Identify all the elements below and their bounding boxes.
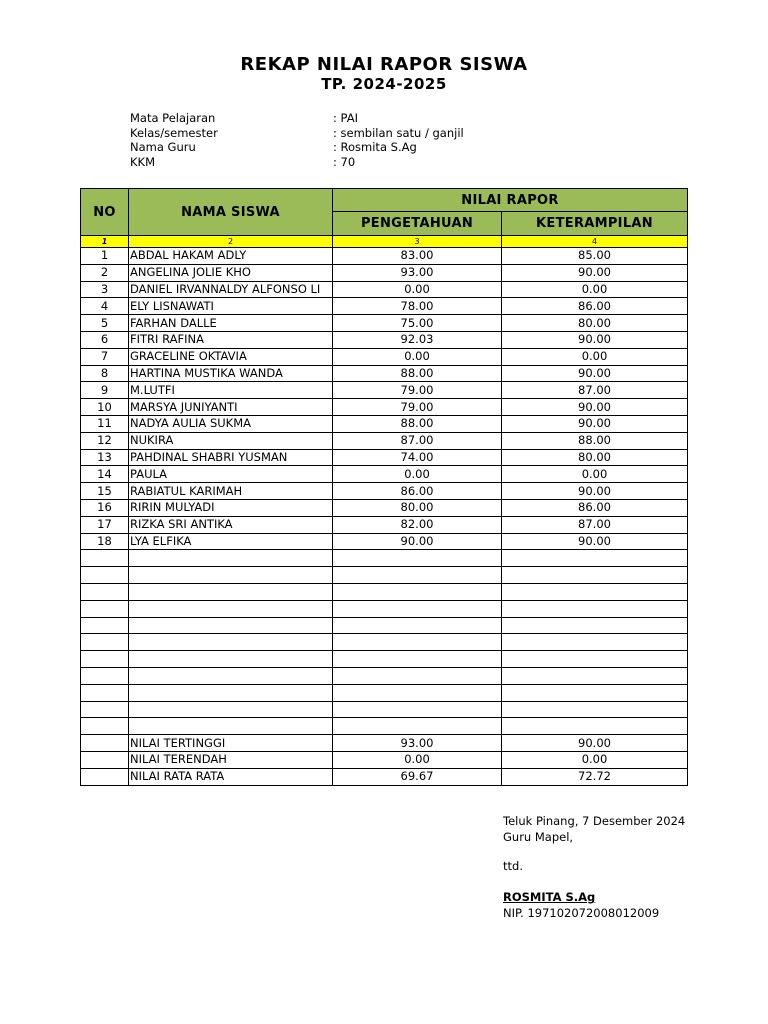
table-row — [81, 684, 688, 701]
cell-no — [81, 718, 129, 735]
cell-name: RIRIN MULYADI — [129, 499, 333, 516]
table-row — [81, 466, 688, 483]
cell-no — [81, 768, 129, 785]
cell-no: 4 — [81, 298, 129, 315]
cell-keterampilan: 90.00 — [502, 399, 688, 416]
table-row — [81, 667, 688, 684]
cell-keterampilan: 90.00 — [502, 533, 688, 550]
cell-keterampilan: 0.00 — [502, 281, 688, 298]
cell-no: 16 — [81, 499, 129, 516]
cell-no — [81, 567, 129, 584]
cell-name — [129, 684, 333, 701]
cell-name: DANIEL IRVANNALDY ALFONSO LI — [129, 281, 333, 298]
info-label: KKM — [130, 154, 156, 169]
cell-keterampilan — [502, 684, 688, 701]
cell-pengetahuan: 86.00 — [333, 483, 502, 500]
cell-pengetahuan: 82.00 — [333, 516, 502, 533]
signature-nip: NIP. 197102072008012009 — [503, 906, 660, 920]
cell-no: 3 — [81, 281, 129, 298]
table-row — [81, 298, 688, 315]
cell-pengetahuan: 88.00 — [333, 365, 502, 382]
table-row — [81, 550, 688, 567]
table-row — [81, 432, 688, 449]
column-index: 1 — [81, 236, 129, 248]
info-value: : PAI — [333, 111, 358, 125]
cell-pengetahuan: 78.00 — [333, 298, 502, 315]
header-name: NAMA SISWA — [129, 189, 333, 236]
cell-pengetahuan — [333, 718, 502, 735]
cell-pengetahuan: 0.00 — [333, 751, 502, 768]
header-no: NO — [81, 189, 129, 236]
header-pengetahuan: PENGETAHUAN — [333, 212, 502, 236]
cell-pengetahuan — [333, 600, 502, 617]
cell-no: 6 — [81, 331, 129, 348]
cell-no — [81, 735, 129, 752]
cell-name: NILAI RATA RATA — [129, 768, 333, 785]
table-row — [81, 382, 688, 399]
cell-name: MARSYA JUNIYANTI — [129, 399, 333, 416]
info-value: : Rosmita S.Ag — [333, 140, 417, 155]
cell-keterampilan — [502, 634, 688, 651]
cell-name: LYA ELFIKA — [129, 533, 333, 550]
cell-name — [129, 651, 333, 668]
cell-keterampilan: 85.00 — [502, 248, 688, 265]
cell-no: 15 — [81, 483, 129, 500]
cell-pengetahuan — [333, 634, 502, 651]
signature-name: ROSMITA S.Ag — [503, 890, 596, 904]
cell-pengetahuan — [333, 701, 502, 718]
cell-name — [129, 583, 333, 600]
cell-name — [129, 667, 333, 684]
cell-keterampilan — [502, 617, 688, 634]
cell-name: NUKIRA — [129, 432, 333, 449]
cell-name: GRACELINE OKTAVIA — [129, 348, 333, 365]
cell-no — [81, 667, 129, 684]
cell-pengetahuan: 0.00 — [333, 281, 502, 298]
cell-keterampilan — [502, 667, 688, 684]
cell-name: M.LUTFI — [129, 382, 333, 399]
cell-keterampilan: 86.00 — [502, 298, 688, 315]
cell-no: 14 — [81, 466, 129, 483]
info-value: : 70 — [333, 154, 356, 169]
table-row — [81, 483, 688, 500]
cell-no — [81, 583, 129, 600]
table-row — [81, 365, 688, 382]
cell-keterampilan — [502, 583, 688, 600]
cell-no — [81, 600, 129, 617]
cell-name: PAULA — [129, 466, 333, 483]
cell-keterampilan: 87.00 — [502, 382, 688, 399]
info-label: Mata Pelajaran — [130, 111, 216, 125]
cell-no: 13 — [81, 449, 129, 466]
cell-keterampilan: 80.00 — [502, 315, 688, 332]
cell-no — [81, 634, 129, 651]
cell-pengetahuan: 92.03 — [333, 331, 502, 348]
table-row — [81, 415, 688, 432]
cell-name: RABIATUL KARIMAH — [129, 483, 333, 500]
info-label: Nama Guru — [130, 140, 196, 155]
cell-keterampilan: 0.00 — [502, 751, 688, 768]
cell-keterampilan: 90.00 — [502, 415, 688, 432]
cell-pengetahuan — [333, 567, 502, 584]
cell-name — [129, 634, 333, 651]
info-value: : sembilan satu / ganjil — [333, 125, 464, 140]
cell-name: ELY LISNAWATI — [129, 298, 333, 315]
cell-pengetahuan: 69.67 — [333, 768, 502, 785]
cell-pengetahuan: 93.00 — [333, 264, 502, 281]
cell-pengetahuan: 87.00 — [333, 432, 502, 449]
table-row — [81, 617, 688, 634]
table-row — [81, 449, 688, 466]
signature-place-date: Teluk Pinang, 7 Desember 2024 — [503, 814, 686, 828]
table-row — [81, 399, 688, 416]
column-index: 3 — [333, 236, 502, 248]
page-subtitle: TP. 2024-2025 — [321, 75, 447, 93]
table-row — [81, 768, 688, 785]
table-row — [81, 567, 688, 584]
cell-keterampilan: 87.00 — [502, 516, 688, 533]
cell-name: FITRI RAFINA — [129, 331, 333, 348]
table-row — [81, 315, 688, 332]
table-row — [81, 718, 688, 735]
cell-name: RIZKA SRI ANTIKA — [129, 516, 333, 533]
cell-pengetahuan: 79.00 — [333, 399, 502, 416]
cell-pengetahuan: 74.00 — [333, 449, 502, 466]
cell-keterampilan: 90.00 — [502, 264, 688, 281]
cell-no: 12 — [81, 432, 129, 449]
cell-pengetahuan: 93.00 — [333, 735, 502, 752]
cell-no: 18 — [81, 533, 129, 550]
cell-no — [81, 701, 129, 718]
cell-keterampilan — [502, 718, 688, 735]
cell-keterampilan: 90.00 — [502, 331, 688, 348]
cell-pengetahuan — [333, 651, 502, 668]
table-body — [81, 248, 688, 786]
column-index: 2 — [129, 236, 333, 248]
cell-keterampilan: 86.00 — [502, 499, 688, 516]
table-row — [81, 533, 688, 550]
column-index: 4 — [502, 236, 688, 248]
cell-no: 11 — [81, 415, 129, 432]
cell-pengetahuan — [333, 667, 502, 684]
cell-pengetahuan: 83.00 — [333, 248, 502, 265]
cell-name: FARHAN DALLE — [129, 315, 333, 332]
page-title: REKAP NILAI RAPOR SISWA — [240, 54, 528, 75]
cell-keterampilan — [502, 550, 688, 567]
cell-name: NILAI TERENDAH — [129, 751, 333, 768]
cell-pengetahuan: 80.00 — [333, 499, 502, 516]
signature-mark: ttd. — [503, 859, 523, 873]
cell-name — [129, 550, 333, 567]
cell-no: 17 — [81, 516, 129, 533]
cell-no: 1 — [81, 248, 129, 265]
cell-name: NILAI TERTINGGI — [129, 735, 333, 752]
cell-no: 10 — [81, 399, 129, 416]
table-row — [81, 634, 688, 651]
cell-name: HARTINA MUSTIKA WANDA — [129, 365, 333, 382]
table-row — [81, 751, 688, 768]
cell-pengetahuan: 75.00 — [333, 315, 502, 332]
info-label: Kelas/semester — [130, 125, 218, 140]
table-row — [81, 651, 688, 668]
cell-pengetahuan: 79.00 — [333, 382, 502, 399]
cell-keterampilan — [502, 567, 688, 584]
table-row — [81, 348, 688, 365]
cell-keterampilan: 90.00 — [502, 483, 688, 500]
table-row — [81, 248, 688, 265]
table-row — [81, 583, 688, 600]
cell-no — [81, 651, 129, 668]
cell-keterampilan: 0.00 — [502, 466, 688, 483]
table-row — [81, 600, 688, 617]
cell-pengetahuan: 0.00 — [333, 348, 502, 365]
table-row — [81, 516, 688, 533]
cell-keterampilan: 90.00 — [502, 735, 688, 752]
cell-name — [129, 701, 333, 718]
cell-no: 8 — [81, 365, 129, 382]
cell-no — [81, 617, 129, 634]
cell-pengetahuan: 0.00 — [333, 466, 502, 483]
table-row — [81, 701, 688, 718]
cell-pengetahuan — [333, 550, 502, 567]
cell-keterampilan — [502, 600, 688, 617]
header-keterampilan: KETERAMPILAN — [502, 212, 688, 236]
table-row — [81, 264, 688, 281]
cell-name — [129, 718, 333, 735]
cell-no — [81, 684, 129, 701]
cell-name: PAHDINAL SHABRI YUSMAN — [129, 449, 333, 466]
cell-keterampilan — [502, 701, 688, 718]
table-row — [81, 499, 688, 516]
table-row — [81, 281, 688, 298]
cell-keterampilan: 88.00 — [502, 432, 688, 449]
cell-name — [129, 567, 333, 584]
cell-no — [81, 550, 129, 567]
signature-role: Guru Mapel, — [503, 830, 574, 844]
cell-pengetahuan: 88.00 — [333, 415, 502, 432]
cell-name — [129, 617, 333, 634]
cell-keterampilan: 72.72 — [502, 768, 688, 785]
cell-no — [81, 751, 129, 768]
cell-keterampilan: 80.00 — [502, 449, 688, 466]
table-row — [81, 331, 688, 348]
cell-keterampilan — [502, 651, 688, 668]
cell-pengetahuan: 90.00 — [333, 533, 502, 550]
cell-no: 2 — [81, 264, 129, 281]
cell-no: 7 — [81, 348, 129, 365]
cell-keterampilan: 90.00 — [502, 365, 688, 382]
cell-name — [129, 600, 333, 617]
cell-keterampilan: 0.00 — [502, 348, 688, 365]
cell-name: ABDAL HAKAM ADLY — [129, 248, 333, 265]
table-row — [81, 735, 688, 752]
cell-no: 5 — [81, 315, 129, 332]
cell-name: ANGELINA JOLIE KHO — [129, 264, 333, 281]
cell-pengetahuan — [333, 617, 502, 634]
cell-pengetahuan — [333, 684, 502, 701]
cell-no: 9 — [81, 382, 129, 399]
grades-table — [80, 188, 688, 786]
header-nilai-rapor: NILAI RAPOR — [333, 189, 688, 212]
cell-pengetahuan — [333, 583, 502, 600]
cell-name: NADYA AULIA SUKMA — [129, 415, 333, 432]
